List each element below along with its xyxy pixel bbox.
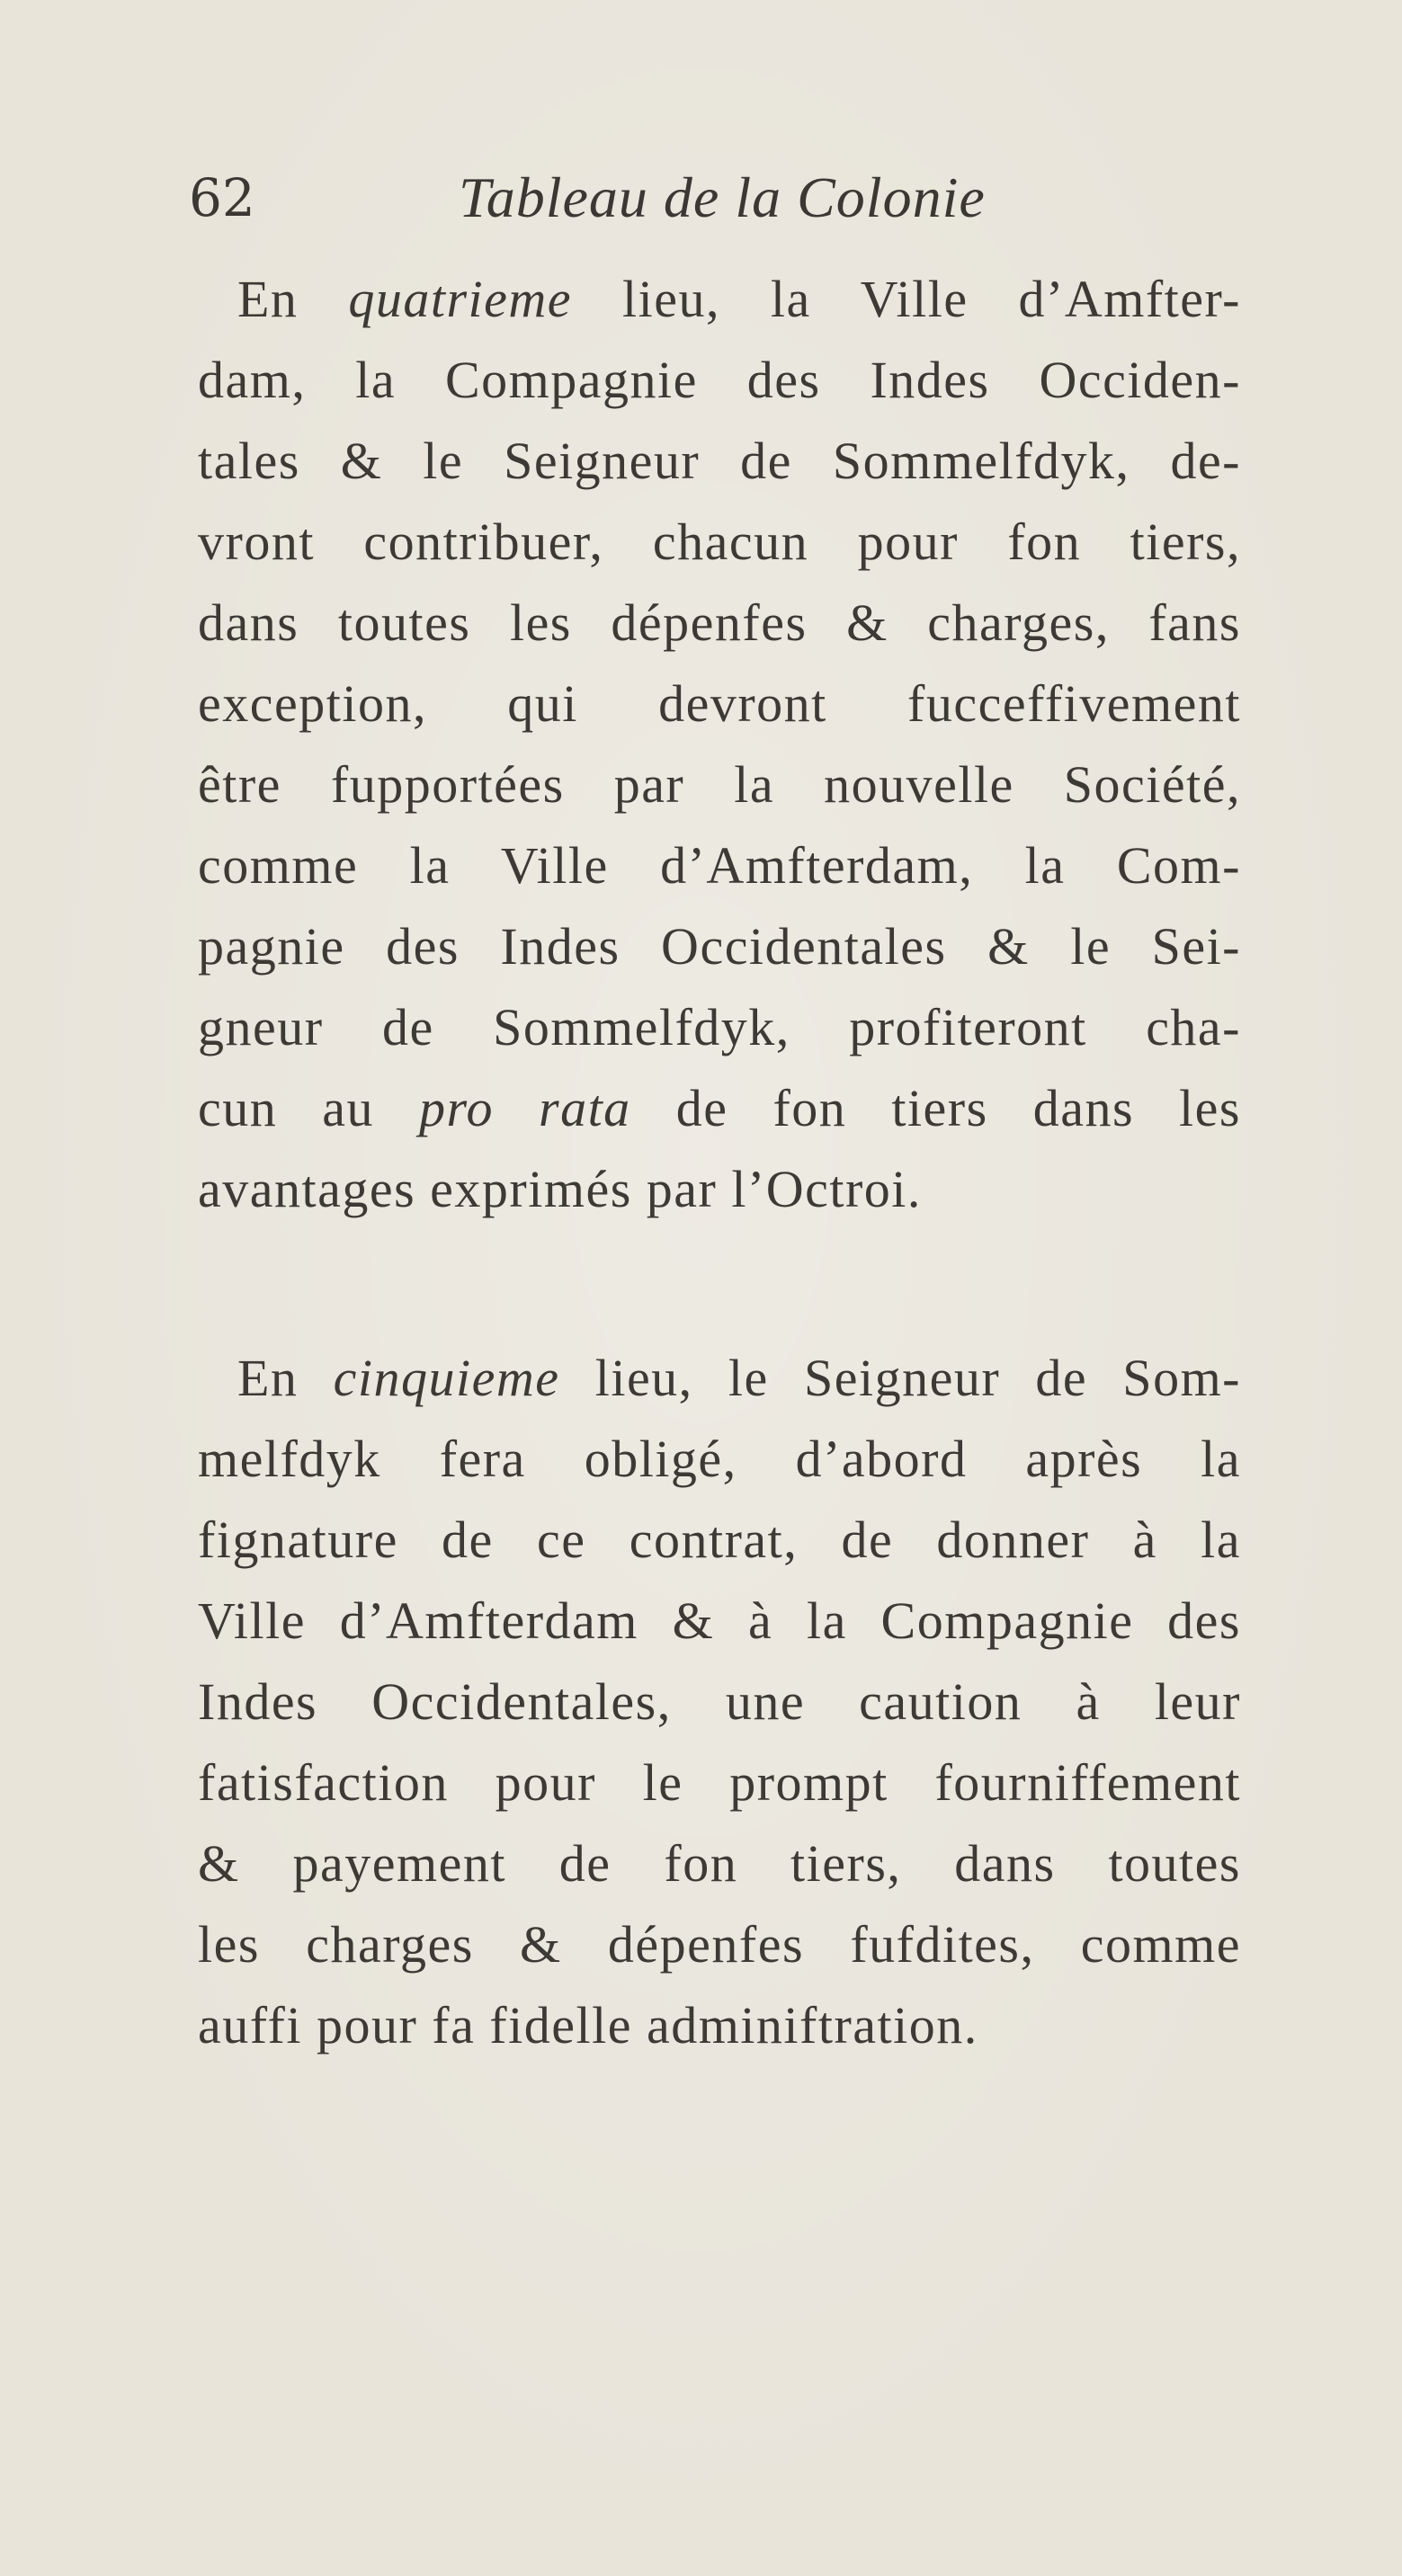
text-line: fignature de ce contrat, de donner à la (198, 1511, 1241, 1569)
page-number: 62 (189, 167, 255, 228)
text-line: En cinquieme lieu, le Seigneur de Som- (237, 1349, 1241, 1407)
text-line: pagnie des Indes Occidentales & le Sei- (198, 917, 1241, 976)
text-line: fatisfaction pour le prompt fourniffement (198, 1753, 1241, 1812)
emphasis: cinquieme (333, 1349, 560, 1407)
emphasis: quatrieme (348, 270, 573, 328)
running-head (189, 162, 1214, 234)
text-line: avantages exprimés par l’Octroi. (198, 1160, 922, 1218)
text-line: vront contribuer, chacun pour fon tiers, (198, 513, 1241, 571)
text-line: Ville d’Amfterdam & à la Compagnie des (198, 1591, 1241, 1650)
text-line: En quatrieme lieu, la Ville d’Amfter- (237, 270, 1241, 328)
text-line: les charges & dépenfes fufdites, comme (198, 1915, 1241, 1974)
paragraph-1 (198, 259, 1241, 1230)
text-line: Indes Occidentales, une caution à leur (198, 1672, 1241, 1731)
text-line: être fupportées par la nouvelle Société, (198, 755, 1241, 814)
text-line: dans toutes les dépenfes & charges, fans (198, 593, 1241, 652)
paragraph-2 (198, 1338, 1241, 2066)
running-title: Tableau de la Colonie (459, 165, 986, 229)
text-line: comme la Ville d’Amfterdam, la Com- (198, 836, 1241, 895)
text-line: exception, qui devront fucceffivement (198, 674, 1241, 733)
text-line: melfdyk fera obligé, d’abord après la (198, 1430, 1241, 1488)
text-line: gneur de Sommelfdyk, profiteront cha- (198, 998, 1241, 1056)
text-line: & payement de fon tiers, dans toutes (198, 1834, 1241, 1893)
text-line: cun au pro rata de fon tiers dans les (198, 1079, 1241, 1137)
text-line: dam, la Compagnie des Indes Occiden- (198, 351, 1241, 409)
text-line: auffi pour fa fidelle adminiftration. (198, 1996, 978, 2055)
emphasis: pro rata (419, 1079, 631, 1137)
text-line: tales & le Seigneur de Sommelfdyk, de- (198, 432, 1241, 490)
